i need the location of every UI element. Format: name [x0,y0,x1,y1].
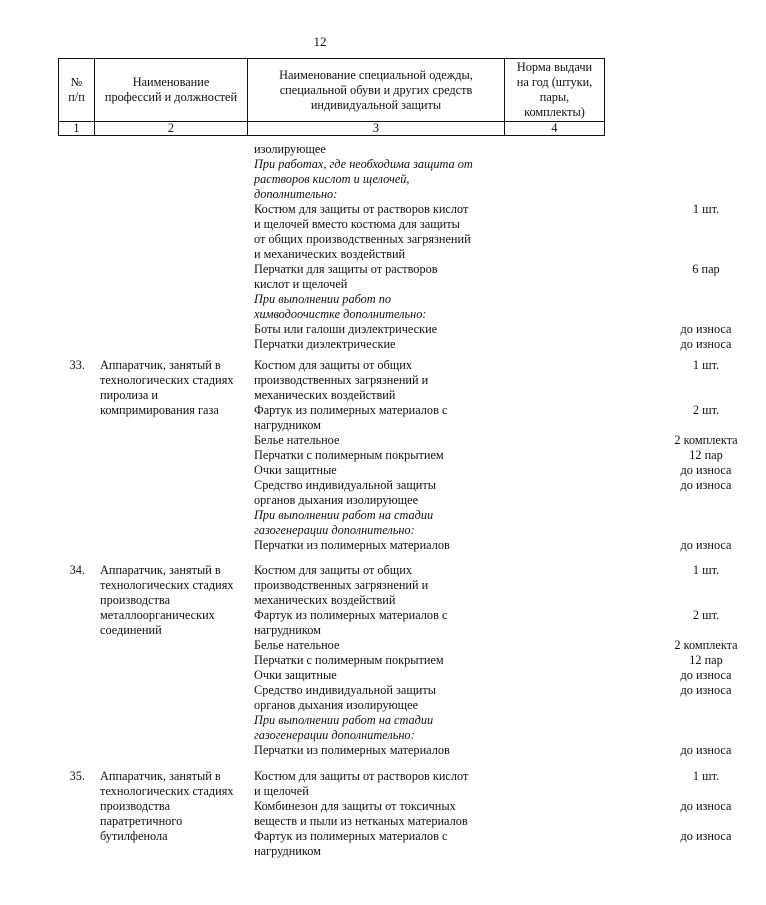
ppe-line [254,593,514,608]
page-number: 12 [313,34,327,49]
ppe-item: нагрудником [254,418,321,432]
ppe-line [254,247,514,262]
profession-line: Аппаратчик, занятый в [100,358,221,372]
profession-line: бутилфенола [100,829,168,843]
header-text: индивидуальной защиты [310,97,442,112]
profession-line: компримирования газа [100,403,219,417]
header-col-number [59,59,95,122]
norm-value: до износа [680,538,732,552]
ppe-item: Комбинезон для защиты от токсичных [254,799,456,813]
norm-value: 2 комплекта [674,638,738,652]
ppe-item: механических воздействий [254,593,396,607]
norm-value: до износа [680,337,732,351]
ppe-note: При работах, где необходима защита от [254,157,473,171]
ppe-item: от общих производственных загрязнений [254,232,471,246]
ppe-item: Перчатки из полимерных материалов [254,743,450,757]
ppe-item: механических воздействий [254,388,396,402]
norm-value: 2 шт. [692,608,720,622]
header-num-1: 1 [59,122,95,136]
profession-name [100,563,250,638]
ppe-item: Фартук из полимерных материалов с [254,403,448,417]
ppe-line [254,799,732,814]
ppe-item: Фартук из полимерных материалов с [254,608,448,622]
norm-value: до износа [680,478,732,492]
norm-value: 6 пар [692,262,720,276]
norm-value: до износа [680,463,732,477]
norm-value: 1 шт. [692,563,720,577]
ppe-item: Перчатки с полимерным покрытием [254,653,444,667]
table-header [58,58,605,136]
ppe-note: При выполнении работ по [254,292,392,306]
ppe-item: веществ и пыли из нетканых материалов [254,814,468,828]
ppe-list [254,769,732,859]
profession-line: соединений [100,623,162,637]
ppe-note: газогенерации дополнительно: [254,728,415,742]
ppe-item: Фартук из полимерных материалов с [254,829,448,843]
ppe-line [254,448,723,463]
ppe-line [254,307,514,322]
ppe-line [254,743,732,758]
ppe-list [254,358,738,553]
ppe-line [254,713,514,728]
ppe-item: и щелочей вместо костюма для защиты [254,217,460,231]
ppe-line [254,322,732,337]
header-num-2: 2 [95,122,248,136]
ppe-item: Средство индивидуальной защиты [254,478,437,492]
ppe-line [254,403,720,418]
ppe-note: химводоочистке дополнительно: [254,307,427,321]
profession-line: паратретичного [100,814,183,828]
ppe-line [254,478,732,493]
ppe-line [254,337,732,352]
ppe-item: изолирующее [254,142,326,156]
norm-value: 2 шт. [692,403,720,417]
header-col-profession [95,59,248,122]
row-number: 33. [69,358,85,372]
ppe-item: органов дыхания изолирующее [254,493,419,507]
ppe-item: нагрудником [254,623,321,637]
row-number: 34. [69,563,85,577]
ppe-item: Костюм для защиты от общих [254,358,412,372]
header-text: п/п [68,90,85,104]
norm-value: 12 пар [689,653,723,667]
ppe-item: и механических воздействий [254,247,406,261]
ppe-note: дополнительно: [254,187,338,201]
norm-value: 1 шт. [692,769,720,783]
ppe-line [254,728,514,743]
profession-line: Аппаратчик, занятый в [100,563,221,577]
ppe-line [254,433,738,448]
norm-value: до износа [680,799,732,813]
ppe-item: Средство индивидуальной защиты [254,683,437,697]
ppe-line [254,698,514,713]
ppe-list [254,563,738,758]
profession-line: технологических стадиях [100,373,234,387]
ppe-item: и щелочей [254,784,309,798]
ppe-item: Костюм для защиты от растворов кислот [254,202,469,216]
ppe-line [254,829,732,844]
header-col-norm [505,59,605,122]
ppe-item: Белье нательное [254,638,340,652]
ppe-line [254,388,514,403]
header-text: специальной обуви и других средств [279,82,473,97]
ppe-line [254,142,514,157]
ppe-line [254,358,720,373]
ppe-line [254,493,514,508]
ppe-line [254,172,514,187]
ppe-item: Перчатки для защиты от растворов [254,262,438,276]
header-text: Норма выдачи [516,60,593,74]
ppe-line [254,277,514,292]
ppe-list [254,142,732,352]
header-text: комплекты) [524,105,585,119]
header-text: на год (штуки, [516,75,593,89]
ppe-line [254,508,514,523]
ppe-line [254,262,720,277]
norm-value: до износа [680,743,732,757]
ppe-item: Очки защитные [254,668,337,682]
ppe-item: Костюм для защиты от общих [254,563,412,577]
header-text: пары, [539,90,570,104]
profession-line: Аппаратчик, занятый в [100,769,221,783]
ppe-note: растворов кислот и щелочей, [254,172,410,186]
header-num-3: 3 [248,122,505,136]
ppe-line [254,563,720,578]
ppe-line [254,463,732,478]
ppe-line [254,608,720,623]
ppe-line [254,523,514,538]
ppe-line [254,844,514,859]
profession-line: металлоорганических [100,608,215,622]
ppe-item: производственных загрязнений и [254,373,429,387]
profession-line: технологических стадиях [100,784,234,798]
ppe-line [254,814,514,829]
norm-value: 1 шт. [692,202,720,216]
ppe-line [254,653,723,668]
ppe-line [254,538,732,553]
ppe-item: Боты или галоши диэлектрические [254,322,438,336]
header-text: № [70,75,83,89]
ppe-item: нагрудником [254,844,321,858]
ppe-line [254,668,732,683]
ppe-item: Очки защитные [254,463,337,477]
norm-value: 12 пар [689,448,723,462]
ppe-item: органов дыхания изолирующее [254,698,419,712]
norm-value: до износа [680,683,732,697]
ppe-line [254,157,514,172]
ppe-line [254,623,514,638]
header-text: Наименование специальной одежды, [279,67,473,82]
header-num-4: 4 [505,122,605,136]
ppe-line [254,638,738,653]
ppe-item: Перчатки диэлектрические [254,337,396,351]
ppe-note: При выполнении работ на стадии [254,713,434,727]
ppe-note: газогенерации дополнительно: [254,523,415,537]
ppe-line [254,373,514,388]
profession-line: производства [100,799,171,813]
row-number: 35. [69,769,85,783]
ppe-line [254,187,514,202]
ppe-item: Костюм для защиты от растворов кислот [254,769,469,783]
ppe-item: кислот и щелочей [254,277,348,291]
profession-line: технологических стадиях [100,578,234,592]
header-text: профессий и должностей [104,90,238,104]
ppe-item: Перчатки из полимерных материалов [254,538,450,552]
header-col-ppe [248,59,505,122]
norm-value: до износа [680,668,732,682]
ppe-item: Белье нательное [254,433,340,447]
profession-line: пиролиза и [100,388,158,402]
ppe-line [254,769,720,784]
profession-name [100,358,250,418]
profession-line: производства [100,593,171,607]
ppe-line [254,202,720,217]
norm-value: 2 комплекта [674,433,738,447]
ppe-line [254,683,732,698]
ppe-item: Перчатки с полимерным покрытием [254,448,444,462]
ppe-line [254,578,514,593]
ppe-line [254,232,514,247]
ppe-line [254,784,514,799]
ppe-line [254,217,514,232]
ppe-item: производственных загрязнений и [254,578,429,592]
ppe-note: При выполнении работ на стадии [254,508,434,522]
ppe-line [254,292,514,307]
profession-name [100,769,250,844]
ppe-line [254,418,514,433]
norm-value: до износа [680,829,732,843]
norm-value: 1 шт. [692,358,720,372]
header-text: Наименование [132,75,210,89]
norm-value: до износа [680,322,732,336]
